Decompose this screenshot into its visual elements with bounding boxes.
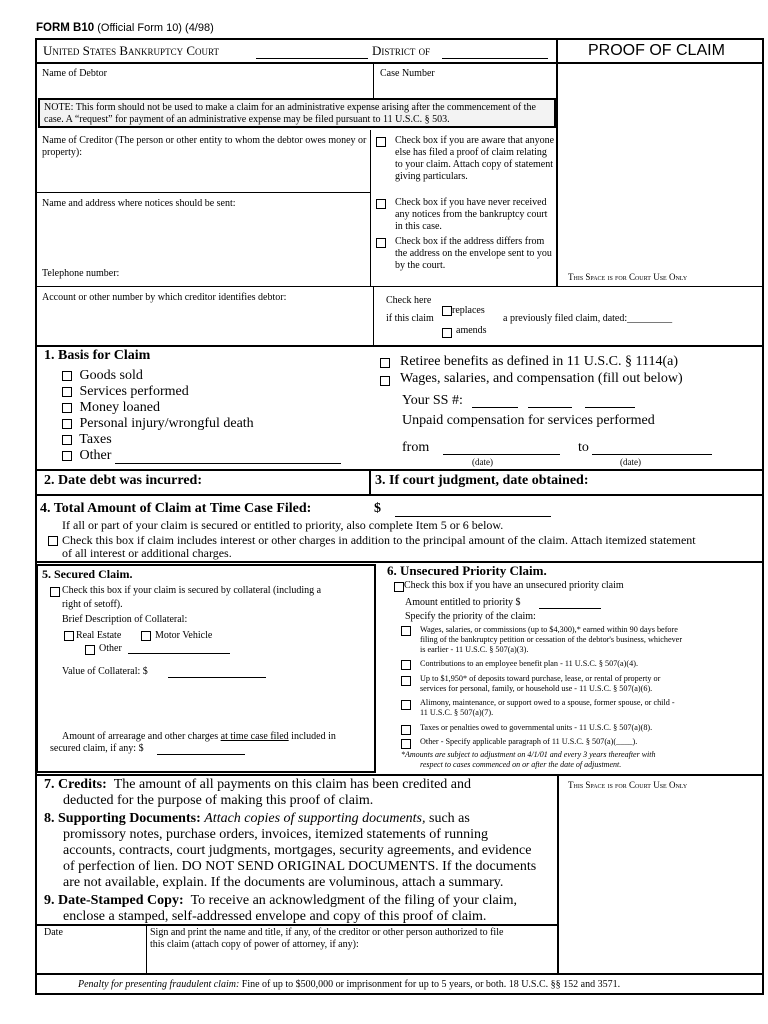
top-rule — [35, 62, 764, 64]
stamped-text-1: To receive an acknowledgment of the filing of your claim, — [190, 893, 517, 908]
secured-check-label-2: right of setoff). — [62, 599, 123, 610]
ss-blank-1[interactable] — [472, 393, 518, 408]
priority-wages-2: filing of the bankruptcy petition or cessation of the debtor's business, whichever — [420, 635, 683, 644]
item4-line3: of all interest or additional charges. — [62, 546, 232, 560]
real-estate-label: Real Estate — [76, 630, 122, 641]
checkbox-address-differs[interactable] — [376, 238, 386, 248]
checkbox-interest[interactable] — [48, 536, 58, 546]
priority-benefit: Contributions to an employee benefit plan - 11 U.S.C. § 507(a)(4). — [420, 659, 638, 668]
checkbox-retiree[interactable] — [380, 358, 390, 368]
date-label: Date — [44, 927, 63, 938]
form-sub: (Official Form 10) (4/98) — [97, 22, 214, 34]
court-use-label-1: This Space is for Court Use Only — [568, 272, 688, 282]
checkbox-goods[interactable] — [62, 371, 72, 381]
checkbox-unsecured[interactable] — [394, 582, 404, 592]
telephone-label: Telephone number: — [42, 268, 120, 279]
sign-text-2: this claim (attach copy of power of attorney, if any): — [150, 939, 359, 950]
check-address-differs-label: Check box if the address differs from the address on the envelope sent to you by the court. — [395, 236, 552, 271]
from-label: from — [402, 440, 430, 455]
total-amount-title: 4. Total Amount of Claim at Time Case Filed: — [40, 501, 312, 516]
account-top-rule — [35, 286, 764, 287]
priority-deposits-2: services for personal, family, or household use - 11 U.S.C. § 507(a)(6). — [420, 684, 653, 693]
credits-text-2: deducted for the purpose of making this proof of claim. — [63, 793, 374, 808]
arrearage-label-c: included in — [288, 731, 336, 742]
checkbox-secured[interactable] — [50, 587, 60, 597]
wages-label: Wages, salaries, and compensation (fill out below) — [400, 371, 683, 386]
total-dollar-sign: $ — [374, 501, 381, 516]
checkbox-wages[interactable] — [380, 376, 390, 386]
ss-blank-2[interactable] — [528, 393, 572, 408]
creditor-divider — [370, 130, 371, 286]
total-amount-blank[interactable] — [395, 502, 551, 517]
stamped-line-1 — [44, 893, 517, 909]
priority-amount-blank[interactable] — [539, 596, 601, 609]
item4-line1: If all or part of your claim is secured or entitled to priority, also complete Item 5 or 6 below. — [62, 518, 504, 532]
collateral-value-blank[interactable] — [168, 665, 266, 678]
unsecured-check-label: Check this box if you have an unsecured priority claim — [404, 580, 624, 591]
priority-taxes: Taxes or penalties owed to governmental units - 11 U.S.C. § 507(a)(8). — [420, 723, 653, 732]
basis-item-label: Services performed — [79, 384, 189, 399]
signature-area[interactable] — [150, 952, 554, 972]
collateral-other-label: Other — [99, 643, 122, 654]
court-blank[interactable] — [256, 44, 368, 59]
secured-check-label: Check this box if your claim is secured by collateral (including a — [62, 585, 322, 596]
unpaid-label: Unpaid compensation for services performed — [402, 413, 655, 428]
account-divider — [373, 286, 374, 346]
note-box: NOTE: This form should not be used to make a claim for an administrative expense arising after the commencement of the case. A “request” for payment of an administrative expense may be filed pursuant to 11 U.S.C. § 503. — [38, 98, 556, 128]
court-use-divider-2 — [557, 774, 559, 974]
stamped-text-2: enclose a stamped, self-addressed envelope and copy of this proof of claim. — [63, 909, 487, 924]
other-blank[interactable] — [115, 451, 341, 464]
priority-alimony-1: Alimony, maintenance, or support owed to a spouse, former spouse, or child - — [420, 698, 675, 707]
priority-alimony-2: 11 U.S.C. § 507(a)(7). — [420, 708, 494, 717]
sign-top-rule — [35, 924, 558, 926]
arrearage-label-2: secured claim, if any: $ — [50, 743, 144, 754]
basis-item — [62, 368, 341, 384]
to-date-caption: (date) — [620, 457, 641, 467]
basis-item-label: Money loaned — [79, 400, 160, 415]
notice-address-label: Name and address where notices should be sent: — [42, 198, 236, 209]
checkbox-services[interactable] — [62, 387, 72, 397]
item7-top-rule — [35, 774, 764, 776]
basis-item — [62, 432, 341, 448]
support-text-3: of perfection of lien. DO NOT SEND ORIGINAL DOCUMENTS. If the documents — [63, 859, 537, 874]
district-blank[interactable] — [442, 44, 548, 59]
retiree-label: Retiree benefits as defined in 11 U.S.C. § 1114(a) — [400, 354, 678, 369]
checkbox-motor-vehicle[interactable] — [141, 631, 151, 641]
form-header — [36, 22, 214, 34]
check-other-claim-label: Check box if you are aware that anyone else has filed a proof of claim relating to your claim. Attach copy of statement giving particulars. — [395, 135, 555, 182]
checkbox-amends[interactable] — [442, 328, 452, 338]
from-date-caption: (date) — [472, 457, 493, 467]
support-title: 8. Supporting Documents: — [44, 811, 201, 826]
basis-item-label: Goods sold — [79, 368, 143, 383]
check-here-label: Check here — [386, 295, 432, 306]
basis-item — [62, 400, 341, 416]
basis-item-label: Taxes — [79, 432, 112, 447]
priority-footnote-1: *Amounts are subject to adjustment on 4/1/01 and every 3 years thereafter with — [401, 750, 656, 759]
penalty-label: Penalty for presenting fraudulent claim: — [78, 979, 240, 990]
checkbox-taxes[interactable] — [62, 435, 72, 445]
court-label: United States Bankruptcy Court — [43, 43, 219, 58]
basis-top-rule — [35, 345, 764, 347]
previous-claim-label: a previously filed claim, dated:_________ — [503, 313, 673, 324]
credits-line-1 — [44, 777, 471, 793]
credits-text-1: The amount of all payments on this claim has been credited and — [113, 777, 472, 792]
specify-priority-label: Specify the priority of the claim: — [405, 611, 536, 622]
arrearage-label-b: at time case filed — [220, 731, 289, 742]
if-claim-label: if this claim — [386, 313, 434, 324]
support-text-0: Attach copies of supporting documents, — [204, 811, 426, 826]
support-line-0 — [44, 811, 470, 827]
case-number-label: Case Number — [380, 68, 435, 79]
support-text-4: are not available, explain. If the documents are voluminous, attach a summary. — [63, 875, 504, 890]
checkbox-no-notice[interactable] — [376, 199, 386, 209]
amends-label: amends — [456, 325, 487, 336]
ss-label: Your SS #: — [402, 393, 463, 408]
item4-top-rule — [35, 494, 764, 496]
support-text-2: accounts, contracts, court judgments, mortgages, security agreements, and evidence — [63, 843, 532, 858]
debtor-divider — [373, 62, 374, 98]
item3-court-judgment: 3. If court judgment, date obtained: — [375, 473, 589, 488]
priority-deposits-1: Up to $1,950* of deposits toward purchase, lease, or rental of property or — [420, 674, 661, 683]
support-text-0b: such as — [425, 811, 470, 826]
collateral-other-blank[interactable] — [128, 642, 230, 654]
collateral-value-label: Value of Collateral: $ — [62, 666, 148, 677]
court-use-label-2: This Space is for Court Use Only — [568, 780, 688, 790]
checkbox-other[interactable] — [62, 451, 72, 461]
item23-divider — [369, 469, 371, 494]
checkbox-priority-deposits[interactable] — [401, 676, 411, 686]
item2-date-incurred: 2. Date debt was incurred: — [44, 473, 203, 488]
penalty-line — [78, 979, 620, 991]
arrearage-blank[interactable] — [157, 742, 245, 755]
checkbox-priority-other[interactable] — [401, 739, 411, 749]
basis-item-label: Other — [79, 448, 112, 463]
penalty-top-rule — [35, 973, 764, 975]
checkbox-real-estate[interactable] — [64, 631, 74, 641]
item2-top-rule — [35, 469, 764, 471]
checkbox-priority-wages[interactable] — [401, 626, 411, 636]
sign-text-1: Sign and print the name and title, if any, of the creditor or other person authorized to file — [150, 927, 504, 938]
check-no-notice-label: Check box if you have never received any notices from the bankruptcy court in this case. — [395, 197, 548, 232]
from-blank[interactable] — [443, 440, 560, 455]
creditor-name-label: Name of Creditor (The person or other entity to whom the debtor owes money or property): — [42, 135, 367, 158]
checkbox-priority-alimony[interactable] — [401, 700, 411, 710]
priority-amount-label: Amount entitled to priority $ — [405, 597, 521, 608]
priority-footnote-2: respect to cases commenced on or after the date of adjustment. — [420, 760, 622, 769]
replaces-label: replaces — [452, 305, 485, 316]
checkbox-injury[interactable] — [62, 419, 72, 429]
credits-title: 7. Credits: — [44, 777, 107, 792]
brief-description-label: Brief Description of Collateral: — [62, 614, 188, 625]
priority-wages-1: Wages, salaries, or commissions (up to $4,300),* earned within 90 days before — [420, 625, 678, 634]
checkbox-replaces[interactable] — [442, 306, 452, 316]
court-use-divider — [556, 38, 558, 286]
checkbox-other-claim[interactable] — [376, 137, 386, 147]
district-label: District of — [372, 43, 431, 58]
checkbox-collateral-other[interactable] — [85, 645, 95, 655]
priority-wages-3: is earlier - 11 U.S.C. § 507(a)(3). — [420, 645, 529, 654]
arrearage-label-a: Amount of arrearage and other charges — [62, 731, 221, 742]
stamped-title: 9. Date-Stamped Copy: — [44, 893, 184, 908]
checkbox-money[interactable] — [62, 403, 72, 413]
secured-title: 5. Secured Claim. — [42, 567, 133, 581]
basis-item — [62, 448, 341, 464]
item4-line2: Check this box if claim includes interest or other charges in addition to the principal amount of the claim. Attach itemized statement — [62, 533, 696, 547]
ss-blank-3[interactable] — [585, 393, 635, 408]
priority-other: Other - Specify applicable paragraph of 11 U.S.C. § 507(a)(____). — [420, 737, 638, 746]
checkbox-priority-benefit[interactable] — [401, 660, 411, 670]
account-label: Account or other number by which creditor identifies debtor: — [42, 292, 287, 303]
basis-title: 1. Basis for Claim — [44, 348, 151, 363]
to-blank[interactable] — [592, 440, 712, 455]
checkbox-priority-taxes[interactable] — [401, 725, 411, 735]
basis-item — [62, 416, 341, 432]
basis-item-label: Personal injury/wrongful death — [79, 416, 254, 431]
creditor-rule — [35, 192, 370, 193]
unsecured-title: 6. Unsecured Priority Claim. — [387, 563, 547, 578]
to-label: to — [578, 440, 589, 455]
sign-divider — [146, 924, 147, 974]
debtor-name-label: Name of Debtor — [42, 68, 107, 79]
support-text-1: promissory notes, purchase orders, invoices, itemized statements of running — [63, 827, 488, 842]
motor-vehicle-label: Motor Vehicle — [155, 630, 213, 641]
proof-of-claim-title: PROOF OF CLAIM — [588, 42, 725, 59]
basis-item — [62, 384, 341, 400]
form-label: FORM B10 — [36, 22, 95, 34]
basis-list — [62, 368, 341, 464]
penalty-text: Fine of up to $500,000 or imprisonment for up to 5 years, or both. 18 U.S.C. §§ 152 and 3571. — [239, 979, 621, 990]
